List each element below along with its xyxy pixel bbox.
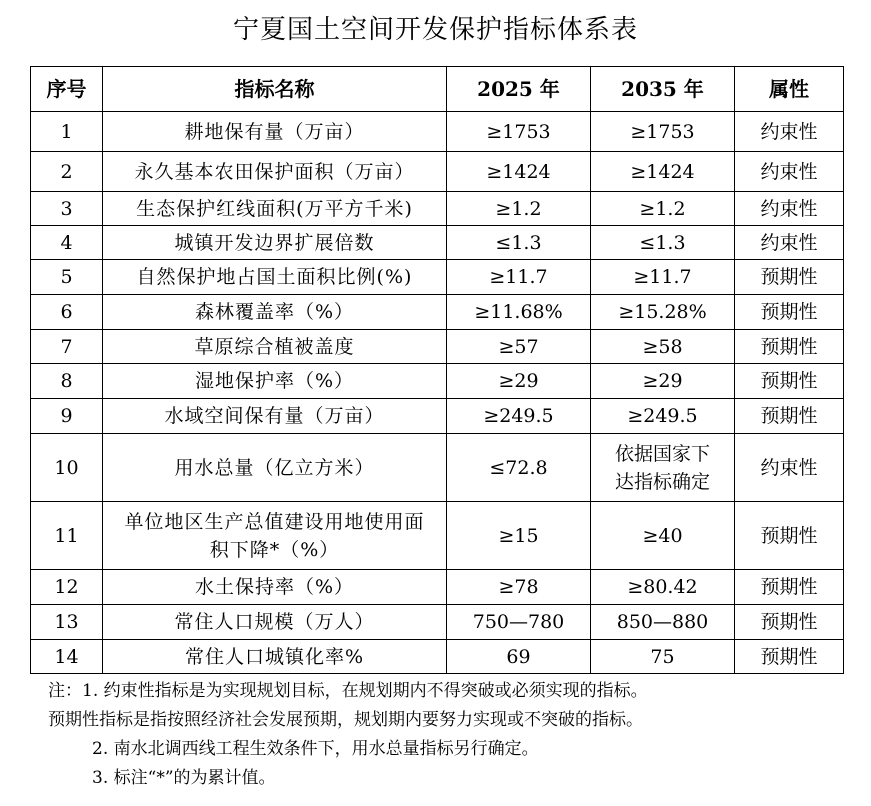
row-index: 13: [31, 605, 103, 640]
attribute: 约束性: [735, 192, 844, 226]
attribute: 预期性: [735, 364, 844, 399]
value-2025: ≥249.5: [447, 399, 591, 434]
row-index: 9: [31, 399, 103, 434]
attribute: 约束性: [735, 434, 844, 502]
attribute: 约束性: [735, 152, 844, 192]
note-3: 3. 标注“*”的为累计值。: [92, 768, 276, 788]
table-row: [31, 399, 844, 434]
table-row: [31, 226, 844, 260]
attribute: 预期性: [735, 330, 844, 364]
row-index: 6: [31, 295, 103, 330]
table-row: [31, 192, 844, 226]
header-index: 序号: [31, 67, 103, 112]
value-2025: ≥15: [447, 502, 591, 570]
attribute: 预期性: [735, 640, 844, 674]
value-2025: ≥11.7: [447, 260, 591, 295]
value-2035: ≥29: [591, 364, 735, 399]
note-1-continued: 预期性指标是指按照经济社会发展预期，规划期内要努力实现或不突破的指标。: [48, 710, 643, 730]
page-title: 宁夏国土空间开发保护指标体系表: [232, 15, 638, 45]
attribute: 预期性: [735, 295, 844, 330]
value-2025: ≥11.68%: [447, 295, 591, 330]
value-2035: 75: [591, 640, 735, 674]
value-2035: ≥1.2: [591, 192, 735, 226]
value-2035: ≥40: [591, 502, 735, 570]
table-header-row: [31, 67, 844, 112]
notes: [48, 677, 848, 793]
table-row: [31, 112, 844, 152]
row-index: 12: [31, 570, 103, 605]
attribute: 约束性: [735, 226, 844, 260]
row-index: 1: [31, 112, 103, 152]
value-2025: ≤72.8: [447, 434, 591, 502]
value-2025: 69: [447, 640, 591, 674]
table-row: [31, 295, 844, 330]
indicator-name: 自然保护地占国土面积比例(%): [103, 260, 447, 295]
row-index: 14: [31, 640, 103, 674]
row-index: 3: [31, 192, 103, 226]
table-row: [31, 434, 844, 502]
table-row: [31, 152, 844, 192]
indicator-name: 森林覆盖率（%）: [103, 295, 447, 330]
row-index: 11: [31, 502, 103, 570]
value-2025: ≥78: [447, 570, 591, 605]
attribute: 预期性: [735, 570, 844, 605]
note-2: 2. 南水北调西线工程生效条件下，用水总量指标另行确定。: [92, 739, 539, 759]
value-2025: ≥29: [447, 364, 591, 399]
value-2025: ≥1424: [447, 152, 591, 192]
indicator-name: 耕地保有量（万亩）: [103, 112, 447, 152]
row-index: 7: [31, 330, 103, 364]
attribute: 约束性: [735, 112, 844, 152]
row-index: 4: [31, 226, 103, 260]
value-2035: ≥249.5: [591, 399, 735, 434]
indicator-name: 单位地区生产总值建设用地使用面积下降*（%）: [103, 502, 447, 570]
indicator-name: 湿地保护率（%）: [103, 364, 447, 399]
row-index: 10: [31, 434, 103, 502]
table-row: [31, 570, 844, 605]
indicator-name: 水土保持率（%）: [103, 570, 447, 605]
note-1: 注：1. 约束性指标是为实现规划目标，在规划期内不得突破或必须实现的指标。: [48, 681, 648, 701]
value-2035: ≤1.3: [591, 226, 735, 260]
value-2035: ≥15.28%: [591, 295, 735, 330]
indicator-name: 用水总量（亿立方米）: [103, 434, 447, 502]
indicator-name: 常住人口城镇化率%: [103, 640, 447, 674]
row-index: 2: [31, 152, 103, 192]
value-2035: 依据国家下达指标确定: [591, 434, 735, 502]
indicator-name: 城镇开发边界扩展倍数: [103, 226, 447, 260]
value-2025: 750—780: [447, 605, 591, 640]
indicator-name: 生态保护红线面积(万平方千米): [103, 192, 447, 226]
attribute: 预期性: [735, 399, 844, 434]
table-row: [31, 640, 844, 674]
indicator-name: 草原综合植被盖度: [103, 330, 447, 364]
row-index: 5: [31, 260, 103, 295]
row-index: 8: [31, 364, 103, 399]
indicator-name: 水域空间保有量（万亩）: [103, 399, 447, 434]
indicator-name: 永久基本农田保护面积（万亩）: [103, 152, 447, 192]
value-2025: ≤1.3: [447, 226, 591, 260]
value-2035: 850—880: [591, 605, 735, 640]
table-row: [31, 260, 844, 295]
table-row: [31, 605, 844, 640]
indicator-name: 常住人口规模（万人）: [103, 605, 447, 640]
value-2035: ≥11.7: [591, 260, 735, 295]
value-2035: ≥58: [591, 330, 735, 364]
table-row: [31, 364, 844, 399]
value-2025: ≥57: [447, 330, 591, 364]
header-indicator-name: 指标名称: [103, 67, 447, 112]
value-2025: ≥1753: [447, 112, 591, 152]
value-2035: ≥80.42: [591, 570, 735, 605]
attribute: 预期性: [735, 502, 844, 570]
value-2025: ≥1.2: [447, 192, 591, 226]
table-row: [31, 330, 844, 364]
indicator-table: [30, 66, 844, 674]
attribute: 预期性: [735, 260, 844, 295]
table-row: [31, 502, 844, 570]
value-2035: ≥1424: [591, 152, 735, 192]
header-2035: 2035 年: [591, 67, 735, 112]
attribute: 预期性: [735, 605, 844, 640]
header-attribute: 属性: [735, 67, 844, 112]
header-2025: 2025 年: [447, 67, 591, 112]
value-2035: ≥1753: [591, 112, 735, 152]
